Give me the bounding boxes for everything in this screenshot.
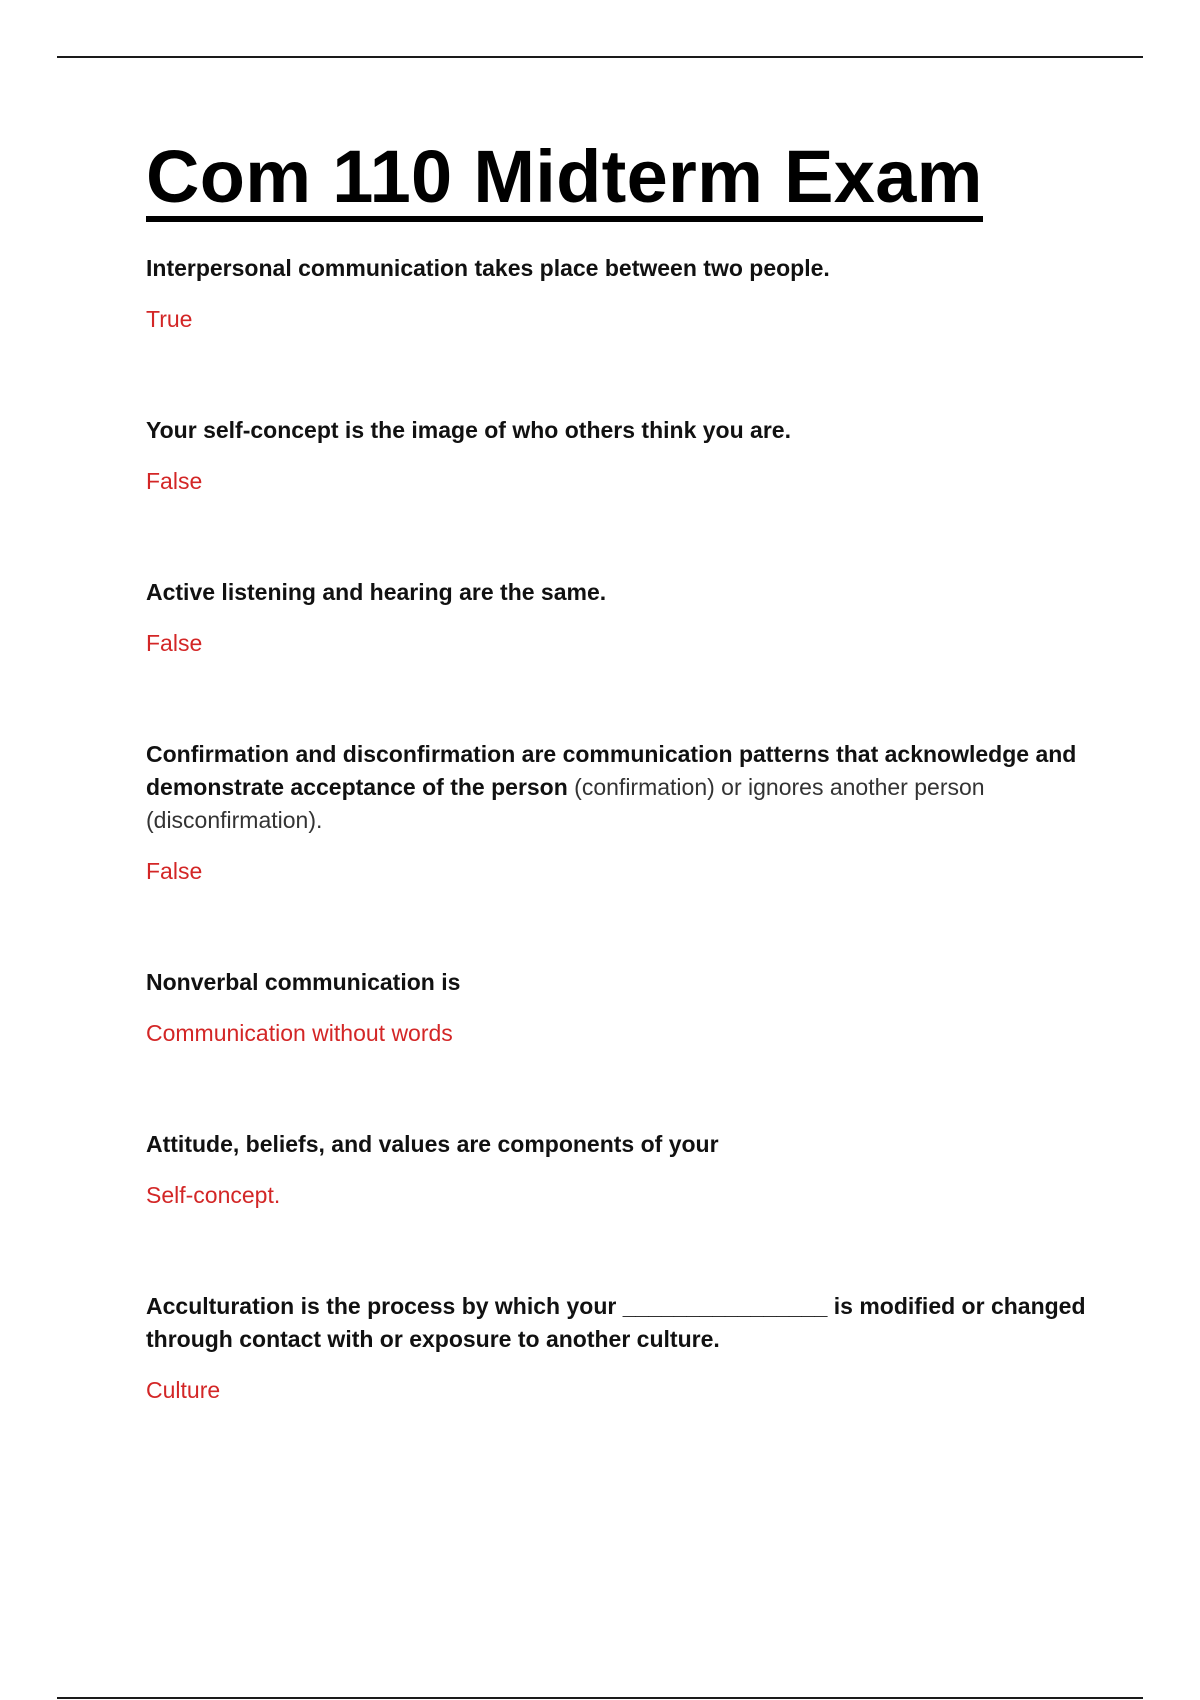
question-list <box>146 252 1086 1407</box>
question-item-6 <box>146 1128 1086 1212</box>
question-text: Nonverbal communication is <box>146 969 461 995</box>
question-text: Active listening and hearing are the same. <box>146 579 607 605</box>
answer-text: True <box>146 306 193 332</box>
question-item-4 <box>146 738 1086 888</box>
answer-text: Communication without words <box>146 1020 453 1046</box>
question-item-2 <box>146 414 1086 498</box>
question-plain-part: (confirmation) or ignores another person (disconfirmation). <box>146 774 985 833</box>
question-item-1 <box>146 252 1086 336</box>
question-text: Your self-concept is the image of who others think you are. <box>146 417 791 443</box>
answer-text: Culture <box>146 1377 221 1403</box>
question-text: Acculturation is the process by which your ________________ is modified or changed through contact with or exposure to another culture. <box>146 1293 1086 1352</box>
answer-text: Self-concept. <box>146 1182 281 1208</box>
question-item-7 <box>146 1290 1086 1407</box>
bottom-rule <box>57 1697 1143 1699</box>
answer-text: False <box>146 858 203 884</box>
question-text: Interpersonal communication takes place between two people. <box>146 255 830 281</box>
document-title: Com 110 Midterm Exam <box>146 140 983 222</box>
question-text: Attitude, beliefs, and values are components of your <box>146 1131 719 1157</box>
answer-text: False <box>146 468 203 494</box>
question-text <box>146 738 1086 837</box>
question-item-3 <box>146 576 1086 660</box>
answer-text: False <box>146 630 203 656</box>
question-bold-part: Confirmation and disconfirmation are communication patterns that acknowledge and demonstrate acceptance of the person <box>146 741 1077 800</box>
question-item-5 <box>146 966 1086 1050</box>
top-rule <box>57 56 1143 58</box>
document-page <box>146 135 1086 1407</box>
